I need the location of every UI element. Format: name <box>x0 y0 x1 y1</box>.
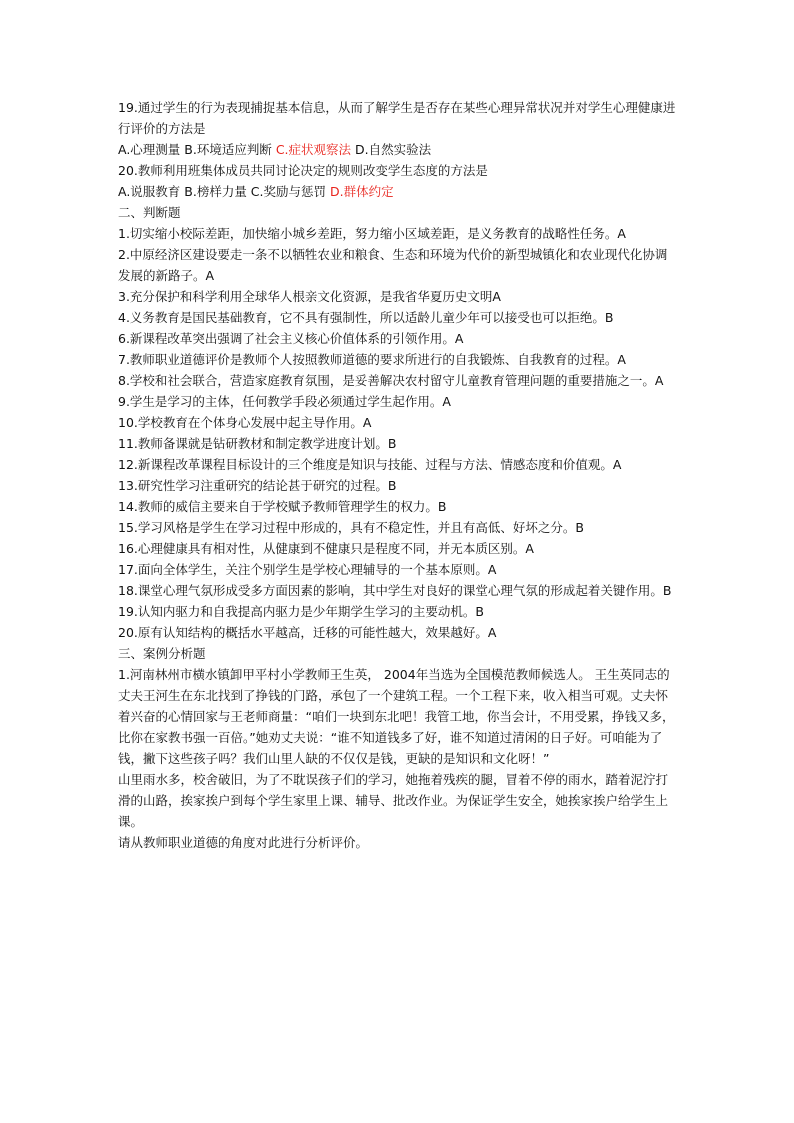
section-heading-case: 三、案例分析题 <box>118 646 206 661</box>
mc-answer-highlight: D.群体约定 <box>329 184 394 199</box>
case-paragraph: 1.河南林州市横水镇卸甲平村小学教师王生英， 2004年当选为全国模范教师候选人。 王生英同志的丈夫王河生在东北找到了挣钱的门路，承包了一个建筑工程。一个工程下来，收入相当可观。丈夫怀着兴奋的心情回家与王老师商量：“咱们一块到东北吧！我管工地，你当会计，不用受累，挣钱又多，比你在家教书强一百倍。”她劝丈夫说：“谁不知道钱多了好，谁不知道过清闲的日子好。可咱能为了钱，撇下这些孩子吗？我们山里人缺的不仅仅是钱，更缺的是知识和文化呀！” <box>118 667 675 766</box>
judge-item: 9.学生是学习的主体，任何教学手段必须通过学生起作用。A <box>118 394 451 409</box>
mc-question-20: 20.教师利用班集体成员共同讨论决定的规则改变学生态度的方法是 <box>118 163 488 178</box>
mc-options-tail: D.自然实验法 <box>351 142 432 157</box>
mc-options-plain: A.心理测量 B.环境适应判断 <box>118 142 276 157</box>
judge-item: 7.教师职业道德评价是教师个人按照教师道德的要求所进行的自我锻炼、自我教育的过程。A <box>118 352 626 367</box>
section-heading-judge: 二、判断题 <box>118 205 181 220</box>
judge-item: 11.教师备课就是钻研教材和制定教学进度计划。B <box>118 436 397 451</box>
mc-answer-highlight: C.症状观察法 <box>275 142 352 157</box>
document-content <box>118 97 678 853</box>
judge-item: 2.中原经济区建设要走一条不以牺牲农业和粮食、生态和环境为代价的新型城镇化和农业现代化协调发展的新路子。A <box>118 247 668 283</box>
mc-question-19: 19.通过学生的行为表现捕捉基本信息，从而了解学生是否存在某些心理异常状况并对学生心理健康进行评价的方法是 <box>118 100 676 136</box>
judge-item: 20.原有认知结构的概括水平越高，迁移的可能性越大，效果越好。A <box>118 625 497 640</box>
judge-item: 10.学校教育在个体身心发展中起主导作用。A <box>118 415 372 430</box>
mc-options-20 <box>118 181 678 202</box>
mc-options-plain: A.说服教育 B.榜样力量 C.奖励与惩罚 <box>118 184 330 199</box>
case-question: 请从教师职业道德的角度对此进行分析评价。 <box>118 835 369 850</box>
judge-item: 17.面向全体学生，关注个别学生是学校心理辅导的一个基本原则。A <box>118 562 497 577</box>
mc-options-19 <box>118 139 678 160</box>
judge-item: 4.义务教育是国民基础教育，它不具有强制性，所以适龄儿童少年可以接受也可以拒绝。B <box>118 310 614 325</box>
judge-item: 6.新课程改革突出强调了社会主义核心价值体系的引领作用。A <box>118 331 464 346</box>
judge-item: 19.认知内驱力和自我提高内驱力是少年期学生学习的主要动机。B <box>118 604 484 619</box>
judge-item: 18.课堂心理气氛形成受多方面因素的影响，其中学生对良好的课堂心理气氛的形成起着关键作用。B <box>118 583 672 598</box>
judge-item: 1.切实缩小校际差距，加快缩小城乡差距，努力缩小区域差距，是义务教育的战略性任务。A <box>118 226 626 241</box>
judge-item: 3.充分保护和科学利用全球华人根亲文化资源，是我省华夏历史文明A <box>118 289 501 304</box>
judge-item: 12.新课程改革课程目标设计的三个维度是知识与技能、过程与方法、情感态度和价值观。A <box>118 457 622 472</box>
judge-item: 16.心理健康具有相对性，从健康到不健康只是程度不同，并无本质区别。A <box>118 541 534 556</box>
judge-item: 13.研究性学习注重研究的结论甚于研究的过程。B <box>118 478 397 493</box>
case-paragraph: 山里雨水多，校舍破旧，为了不耽误孩子们的学习，她拖着残疾的腿，冒着不停的雨水，踏着泥泞打滑的山路，挨家挨户到每个学生家里上课、辅导、批改作业。为保证学生安全，她挨家挨户给学生上课。 <box>118 772 669 829</box>
judge-item: 14.教师的威信主要来自于学校赋予教师管理学生的权力。B <box>118 499 447 514</box>
judge-item: 8.学校和社会联合，营造家庭教育氛围，是妥善解决农村留守儿童教育管理问题的重要措施之一。A <box>118 373 664 388</box>
judge-item: 15.学习风格是学生在学习过程中形成的，具有不稳定性，并且有高低、好坏之分。B <box>118 520 584 535</box>
